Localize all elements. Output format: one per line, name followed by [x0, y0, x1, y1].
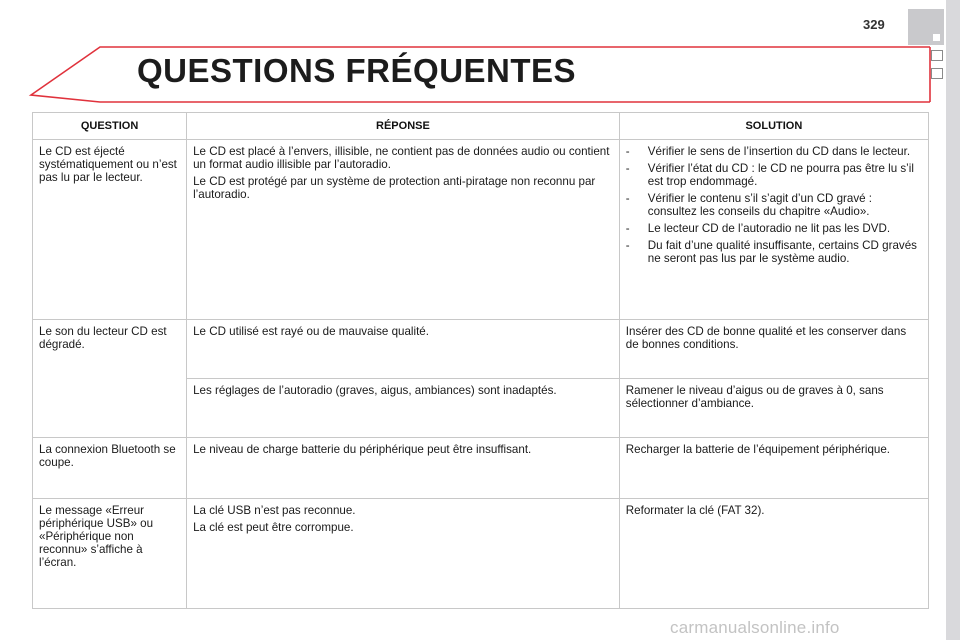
answer-text: Le CD est protégé par un système de protection anti-piratage non reconnu par l’autoradio.: [193, 175, 596, 201]
watermark: carmanualsonline.info: [670, 618, 840, 637]
page-title: QUESTIONS FRÉQUENTES: [137, 52, 577, 89]
answer-text: La clé USB n’est pas reconnue.: [193, 504, 356, 517]
table-header-row: [33, 113, 929, 140]
solution-item: - Le lecteur CD de l’autoradio ne lit pas les DVD.: [625, 222, 891, 235]
answer-text: Le CD est placé à l’envers, illisible, ne contient pas de données audio ou contient un format audio illisible par l’autoradio.: [193, 145, 610, 171]
solution-cell: [619, 320, 928, 379]
answer-text: Le niveau de charge batterie du périphérique peut être insuffisant.: [193, 443, 532, 456]
header-solution: SOLUTION: [619, 113, 928, 140]
solution-text: Insérer des CD de bonne qualité et les conserver dans de bonnes conditions.: [625, 325, 907, 351]
question-cell: Le son du lecteur CD est dégradé.: [33, 320, 187, 438]
page-number: 329: [863, 17, 885, 32]
solution-item: - Vérifier le contenu s’il s’agit d’un CD gravé : consultez les conseils du chapitre «Audio».: [625, 192, 873, 218]
table-row: [33, 140, 929, 320]
question-cell: Le message «Erreur périphérique USB» ou «Périphérique non reconnu» s’affiche à l’écran.: [33, 499, 187, 609]
answer-text: Les réglages de l’autoradio (graves, aigus, ambiances) sont inadaptés.: [193, 384, 557, 397]
header-answer: RÉPONSE: [187, 113, 620, 140]
answer-cell: [187, 499, 620, 609]
table-row: [33, 320, 929, 379]
right-margin-strip: [946, 0, 960, 640]
solution-cell: [619, 438, 928, 499]
question-cell: Le CD est éjecté systématiquement ou n’est pas lu par le lecteur.: [33, 140, 187, 320]
answer-text: La clé est peut être corrompue.: [193, 521, 354, 534]
answer-cell: [187, 320, 620, 379]
answer-text: Le CD utilisé est rayé ou de mauvaise qualité.: [193, 325, 429, 338]
answer-cell: [187, 140, 620, 320]
answer-cell: [187, 438, 620, 499]
solution-cell: [619, 140, 928, 320]
solution-cell: [619, 499, 928, 609]
question-cell: La connexion Bluetooth se coupe.: [33, 438, 187, 499]
page-corner-tab: [908, 9, 944, 45]
solution-item: - Du fait d’une qualité insuffisante, certains CD gravés ne seront pas lus par le système audio.: [625, 239, 917, 265]
solution-text: Reformater la clé (FAT 32).: [625, 504, 765, 517]
answer-cell: [187, 379, 620, 438]
solution-item: - Vérifier l’état du CD : le CD ne pourra pas être lu s’il est trop endommagé.: [625, 162, 914, 188]
solution-cell: [619, 379, 928, 438]
solution-text: Recharger la batterie de l’équipement périphérique.: [625, 443, 891, 456]
solution-item: - Vérifier le sens de l’insertion du CD dans le lecteur.: [625, 145, 911, 158]
table-row: [33, 438, 929, 499]
faq-table: [32, 112, 929, 609]
header-question: QUESTION: [33, 113, 187, 140]
table-row: [33, 499, 929, 609]
solution-text: Ramener le niveau d’aigus ou de graves à 0, sans sélectionner d’ambiance.: [625, 384, 884, 410]
